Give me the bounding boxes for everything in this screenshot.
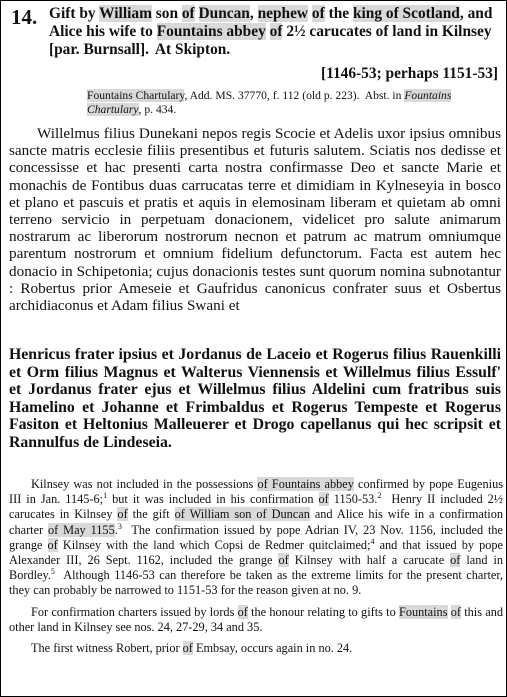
latin-text-part2: Henricus frater ipsius et Jordanus de Laceio et Rogerus filius Rauenkilli et Orm filius Magnus et Walterus Viennensis et Willelmus filius Essulf' et Jordanus frater ejus et Willelmus filius Aldelini cum fratribus suis Hamelino et Johanne et Frimbaldus et Rogerus Tempeste et Rogerus Fasiton et Heltonius Malleuerer et Drogo capellanus qui hec scripsit et Rannulfus de Lindeseia. [9, 346, 501, 451]
latin-text-part1: Willelmus filius Dunekani nepos regis Scocie et Adelis uxor ipsius omnibus sancte matris ecclesie filiis presentibus et futuris salutem. Sciatis nos dedisse et concessisse et hac presenti carta nostra confirmasse Deo et sancte Marie et monachis de Fontibus duas carrucatas terre et dimidiam in Kylneseyia in bosco et plano et pascuis et pratis et aquis in elemosinam liberam et quietam ab omni terreno servicio in perpetuam donacionem, videlicet pro salute animarum nostrarum ac liberorum nostrorum necnon et patrum ac matrum omniumque parentum nostrorum et omnium fidelium defunctorum. Facta est autem hec donacio in Schipetonia; cujus donacionis testes sunt quorum nomina subnotantur : Robertus prior Ameseie et Gaufridus canonicus confrater suus et Osbertus archidiaconus et Adam filius Swani et [9, 125, 501, 315]
entry-number: 14. [11, 5, 38, 29]
entry-date: [1146-53; perhaps 1151-53] [321, 65, 498, 82]
note-paragraph-1: Kilnsey was not included in the possessions of Fountains abbey confirmed by pope Eugenius III in Jan. 1145-6;$^1$ but it was included in his confirmation of 1150-53.$^2$ Henry II included 2½ carucates in Kilnsey of the gift of William son of Duncan and Alice his wife in a confirmation charter of May 1155.$^3$ The confirmation issued by pope Adrian IV, 23 Nov. 1156, included the grange of Kilnsey with the land which Copsi de Redmer quitclaimed;$^4$ and that issued by pope Alexander III, 26 Sept. 1162, included the grange of Kilnsey with half a carucate of land in Bordley.$^5$ Although 1146-53 can therefore be taken as the extreme limits for the present charter, they can probably be narrowed to 1151-53 for the reason given at no. 9. [9, 477, 504, 598]
heading-text: Gift by William son of Duncan, nephew of the king of Scotland, and Alice his wife to Fountains abbey of 2½ carucates of land in Kilnsey [par. Burnsall]. [49, 5, 493, 58]
note-paragraph-2: For confirmation charters issued by lords of the honour relating to gifts to Fountains of this and other land in Kilnsey see nos. 24, 27-29, 34 and 35. [9, 604, 504, 634]
note-paragraph-3: The first witness Robert, prior of Embsay, occurs again in no. 24. [31, 641, 353, 656]
entry-heading [49, 5, 502, 59]
heading-place: At Skipton. [154, 41, 231, 58]
source-reference: Fountains Chartulary, Add. MS. 37770, f. 112 (old p. 223). Abst. in Fountains Chartulary, p. 434. [87, 89, 452, 116]
editorial-notes [9, 477, 503, 656]
